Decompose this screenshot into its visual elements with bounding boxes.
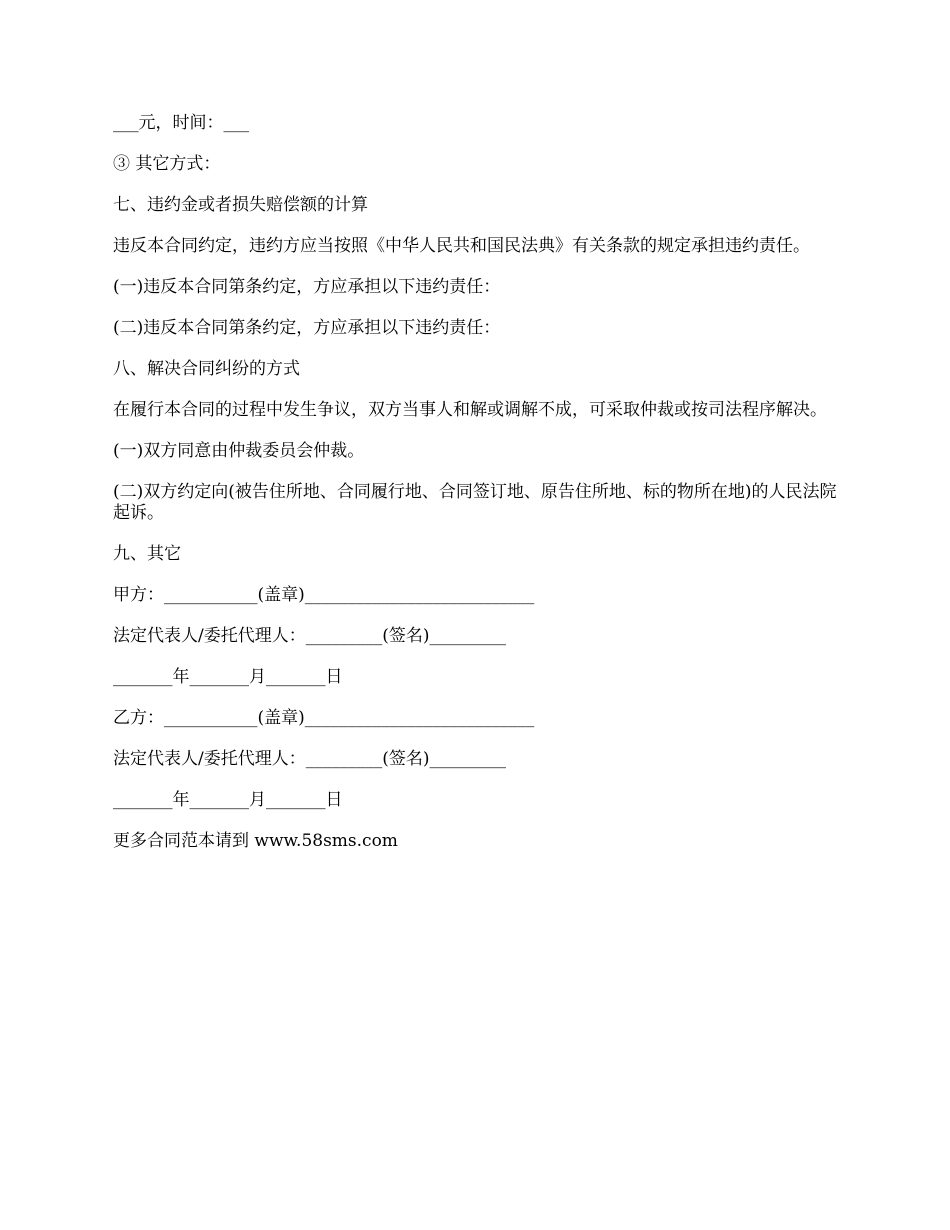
breach-liability-paragraph: 违反本合同约定，违约方应当按照《中华人民共和国民法典》有关条款的规定承担违约责任。 [113,236,810,256]
party-b-date-line: _______年_______月_______日 [113,790,343,810]
section-9-heading: 九、其它 [113,544,181,564]
footer-more-templates: 更多合同范本请到 www.58sms.com [113,831,398,851]
breach-clause-2: (二)违反本合同第条约定，方应承担以下违约责任： [113,318,501,338]
other-payment-method: ③ 其它方式： [113,154,221,174]
section-8-heading: 八、解决合同纠纷的方式 [113,359,300,379]
court-option: (二)双方约定向(被告住所地、合同履行地、合同签订地、原告住所地、标的物所在地)的人民法院起诉。 [113,482,837,523]
breach-clause-1: (一)违反本合同第条约定，方应承担以下违约责任： [113,277,501,297]
party-a-representative-line: 法定代表人/委托代理人：_________(签名)_________ [113,626,506,646]
party-b-seal-line: 乙方：___________(盖章)___________________________ [113,708,535,728]
arbitration-option: (一)双方同意由仲裁委员会仲裁。 [113,441,365,461]
party-b-representative-line: 法定代表人/委托代理人：_________(签名)_________ [113,749,506,769]
document-page [113,113,843,872]
party-a-seal-line: 甲方：___________(盖章)___________________________ [113,585,535,605]
section-7-heading: 七、违约金或者损失赔偿额的计算 [113,195,368,215]
dispute-resolution-paragraph: 在履行本合同的过程中发生争议，双方当事人和解或调解不成，可采取仲裁或按司法程序解决。 [113,400,827,420]
party-a-date-line: _______年_______月_______日 [113,667,343,687]
payment-amount-time-line: ___元，时间：___ [113,113,249,133]
